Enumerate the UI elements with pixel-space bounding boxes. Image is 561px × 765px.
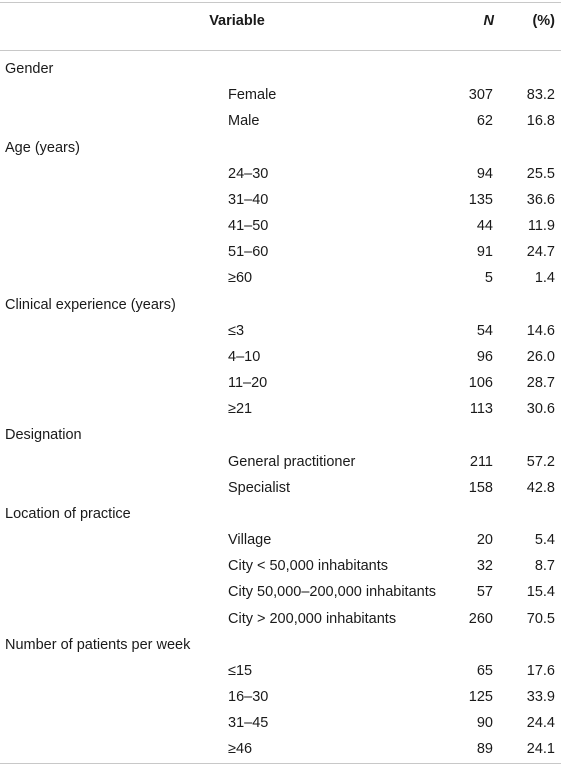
row-percent-value: 1.4 bbox=[534, 270, 555, 286]
row-label: 16–30 bbox=[228, 689, 269, 705]
row-label: City 50,000–200,000 inhabitants bbox=[228, 584, 436, 600]
row-percent-value: 24.4 bbox=[526, 715, 555, 731]
row-label: Village bbox=[228, 532, 272, 548]
table-row bbox=[0, 82, 561, 108]
row-label: ≤3 bbox=[228, 323, 245, 339]
row-label: 41–50 bbox=[228, 218, 269, 234]
group-header-row bbox=[0, 56, 561, 82]
group-title: Designation bbox=[5, 427, 82, 443]
table-row bbox=[0, 396, 561, 422]
table-row bbox=[0, 658, 561, 684]
row-n-value: 20 bbox=[476, 532, 493, 548]
table-header-rule bbox=[0, 50, 561, 51]
row-label: General practitioner bbox=[228, 454, 356, 470]
row-percent-value: 14.6 bbox=[526, 323, 555, 339]
row-label: ≥60 bbox=[228, 270, 253, 286]
row-label: 31–45 bbox=[228, 715, 269, 731]
row-label: 51–60 bbox=[228, 244, 269, 260]
table-row bbox=[0, 213, 561, 239]
row-percent-value: 57.2 bbox=[526, 454, 555, 470]
row-percent-value: 11.9 bbox=[527, 218, 555, 234]
table-row bbox=[0, 527, 561, 553]
table-row bbox=[0, 606, 561, 632]
table-header-row bbox=[0, 8, 561, 34]
row-label: 11–20 bbox=[228, 375, 268, 391]
table-row bbox=[0, 187, 561, 213]
row-label: 4–10 bbox=[228, 349, 261, 365]
row-n-value: 260 bbox=[468, 611, 493, 627]
row-n-value: 57 bbox=[476, 584, 493, 600]
table-row bbox=[0, 344, 561, 370]
row-percent-value: 28.7 bbox=[526, 375, 555, 391]
row-percent-value: 36.6 bbox=[526, 192, 555, 208]
row-percent-value: 70.5 bbox=[526, 611, 555, 627]
row-percent-value: 30.6 bbox=[526, 401, 555, 417]
row-percent-value: 15.4 bbox=[526, 584, 555, 600]
row-n-value: 5 bbox=[484, 270, 493, 286]
header-variable: Variable bbox=[209, 13, 265, 29]
table-row bbox=[0, 449, 561, 475]
row-n-value: 62 bbox=[476, 113, 493, 129]
group-header-row bbox=[0, 501, 561, 527]
row-n-value: 54 bbox=[476, 323, 493, 339]
table-row bbox=[0, 684, 561, 710]
row-percent-value: 42.8 bbox=[526, 480, 555, 496]
row-n-value: 94 bbox=[476, 166, 493, 182]
table-row bbox=[0, 108, 561, 134]
group-title: Number of patients per week bbox=[5, 637, 191, 653]
header-n: N bbox=[483, 13, 494, 29]
row-label: Male bbox=[228, 113, 260, 129]
row-n-value: 106 bbox=[468, 375, 493, 391]
table-row bbox=[0, 553, 561, 579]
row-n-value: 89 bbox=[476, 741, 493, 757]
row-label: City < 50,000 inhabitants bbox=[228, 558, 389, 574]
row-label: 31–40 bbox=[228, 192, 269, 208]
row-percent-value: 83.2 bbox=[526, 87, 555, 103]
row-label: 24–30 bbox=[228, 166, 269, 182]
row-percent-value: 8.7 bbox=[534, 558, 555, 574]
row-label: Specialist bbox=[228, 480, 291, 496]
table-row bbox=[0, 318, 561, 344]
group-title: Clinical experience (years) bbox=[5, 297, 176, 313]
table-top-rule bbox=[0, 2, 561, 3]
group-title: Age (years) bbox=[5, 140, 80, 156]
table-row bbox=[0, 370, 561, 396]
row-label: City > 200,000 inhabitants bbox=[228, 611, 397, 627]
header-percent: (%) bbox=[532, 13, 555, 29]
table-bottom-rule bbox=[0, 763, 561, 764]
row-percent-value: 25.5 bbox=[526, 166, 555, 182]
row-n-value: 113 bbox=[469, 401, 493, 417]
table-row bbox=[0, 710, 561, 736]
row-n-value: 135 bbox=[468, 192, 493, 208]
group-header-row bbox=[0, 422, 561, 448]
group-title: Gender bbox=[5, 61, 54, 77]
row-percent-value: 16.8 bbox=[526, 113, 555, 129]
row-n-value: 211 bbox=[469, 454, 493, 470]
table-row bbox=[0, 475, 561, 501]
row-label: ≤15 bbox=[228, 663, 253, 679]
group-header-row bbox=[0, 632, 561, 658]
table-row bbox=[0, 239, 561, 265]
row-label: ≥21 bbox=[228, 401, 253, 417]
row-n-value: 307 bbox=[468, 87, 493, 103]
row-percent-value: 33.9 bbox=[526, 689, 555, 705]
row-n-value: 91 bbox=[476, 244, 493, 260]
row-n-value: 90 bbox=[476, 715, 493, 731]
row-n-value: 96 bbox=[476, 349, 493, 365]
group-header-row bbox=[0, 135, 561, 161]
row-n-value: 32 bbox=[476, 558, 493, 574]
row-n-value: 125 bbox=[468, 689, 493, 705]
row-percent-value: 26.0 bbox=[526, 349, 555, 365]
row-percent-value: 5.4 bbox=[534, 532, 555, 548]
group-title: Location of practice bbox=[5, 506, 131, 522]
row-label: Female bbox=[228, 87, 277, 103]
row-percent-value: 24.1 bbox=[526, 741, 555, 757]
group-header-row bbox=[0, 292, 561, 318]
row-n-value: 44 bbox=[476, 218, 493, 234]
table-row bbox=[0, 265, 561, 291]
table-row bbox=[0, 579, 561, 605]
table-row bbox=[0, 736, 561, 762]
row-n-value: 158 bbox=[468, 480, 493, 496]
table-row bbox=[0, 161, 561, 187]
row-n-value: 65 bbox=[476, 663, 493, 679]
row-percent-value: 17.6 bbox=[526, 663, 555, 679]
row-percent-value: 24.7 bbox=[526, 244, 555, 260]
row-label: ≥46 bbox=[228, 741, 253, 757]
